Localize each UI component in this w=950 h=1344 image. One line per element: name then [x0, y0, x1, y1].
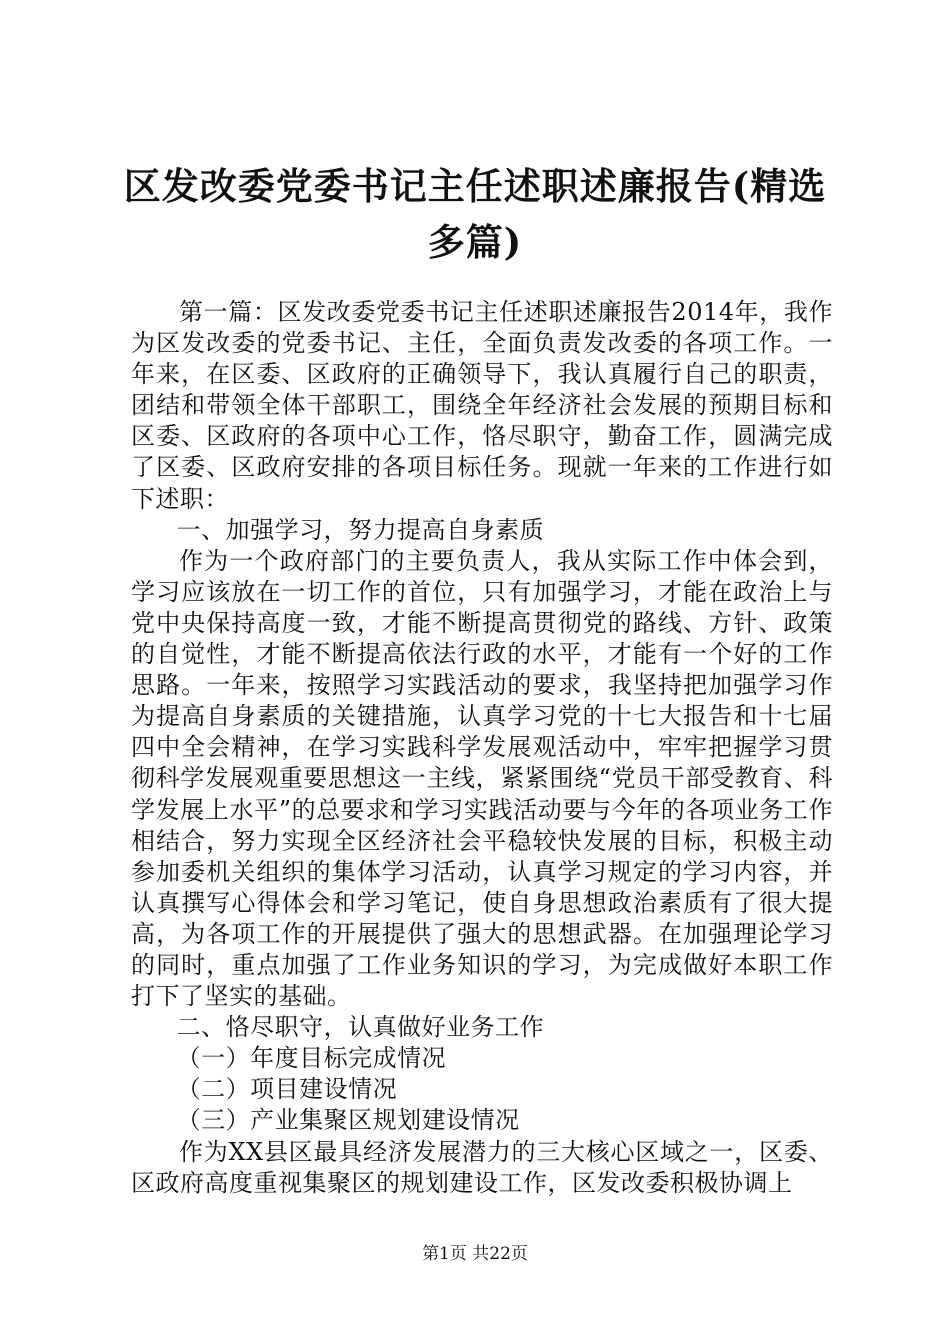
paragraph-cluster: 作为XX县区最具经济发展潜力的三大核心区域之一，区委、区政府高度重视集聚区的规划建设工作，区发改委积极协调上	[131, 1137, 833, 1197]
document-title: 区发改委党委书记主任述职述廉报告(精选多篇)	[123, 164, 827, 264]
paragraph-study: 作为一个政府部门的主要负责人，我从实际工作中体会到，学习应该放在一切工作的首位，只有加强学习，才能在政治上与党中央保持高度一致，才能不断提高贯彻党的路线、方针、政策的自觉性，才能不断提高依法行政的水平，才能有一个好的工作思路。一年来，按照学习实践活动的要求，我坚持把加强学习作为提高自身素质的关键措施，认真学习党的十七大报告和十七届四中全会精神，在学习实践科学发展观活动中，牢牢把握学习贯彻科学发展观重要思想这一主线，紧紧围绕“党员干部受教育、科学发展上水平”的总要求和学习实践活动要与今年的各项业务工作相结合，努力实现全区经济社会平稳较快发展的目标，积极主动参加委机关组织的集体学习活动，认真学习规定的学习内容，并认真撰写心得体会和学习笔记，使自身思想政治素质有了很大提高，为各项工作的开展提供了强大的思想武器。在加强理论学习的同时，重点加强了工作业务知识的学习，为完成做好本职工作打下了坚实的基础。	[131, 546, 833, 1011]
subsection-heading-1: （一）年度目标完成情况	[176, 1044, 447, 1073]
section-heading-1: 一、加强学习，努力提高自身素质	[176, 515, 545, 544]
document-body	[131, 297, 833, 1199]
section-heading-2: 二、恪尽职守，认真做好业务工作	[176, 1013, 545, 1042]
paragraph-intro: 第一篇：区发改委党委书记主任述职述廉报告2014年，我作为区发改委的党委书记、主任，全面负责发改委的各项工作。一年来，在区委、区政府的正确领导下，我认真履行自己的职责，团结和带领全体干部职工，围绕全年经济社会发展的预期目标和区委、区政府的各项中心工作，恪尽职守，勤奋工作，圆满完成了区委、区政府安排的各项目标任务。现就一年来的工作进行如下述职：	[131, 298, 833, 513]
subsection-heading-3: （三）产业集聚区规划建设情况	[176, 1106, 520, 1135]
subsection-heading-2: （二）项目建设情况	[176, 1075, 398, 1104]
page-number-footer: 第1页 共22页	[422, 1244, 528, 1264]
